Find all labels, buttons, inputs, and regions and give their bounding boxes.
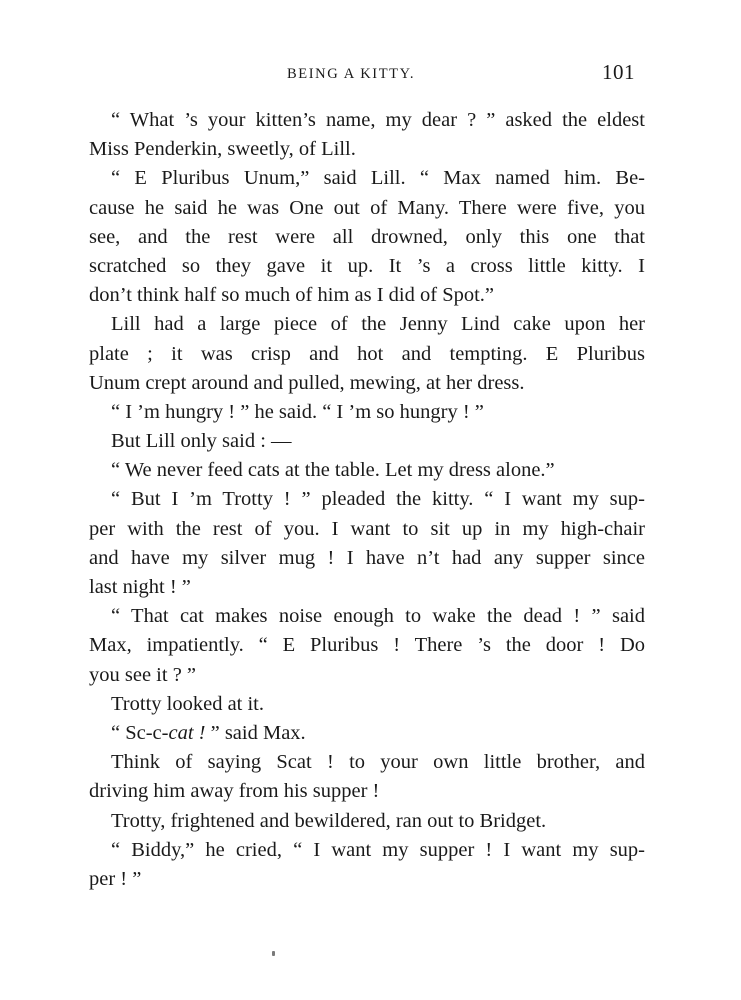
text-line: Miss Penderkin, sweetly, of Lill. [89,138,356,161]
text-line: per ! ” [89,867,142,890]
print-speck [272,951,275,956]
text-line: you see it ? ” [89,663,197,686]
text-line: Think of saying Scat ! to your own little brother, and [111,751,645,774]
running-head: BEING A KITTY. [287,66,416,82]
text-line: see, and the rest were all drowned, only this one that [89,225,645,248]
text-run: “ Sc-c- [111,721,169,744]
text-line: “ Biddy,” he cried, “ I want my supper ! I want my sup- [111,838,645,861]
text-line: Lill had a large piece of the Jenny Lind cake upon her [111,313,645,336]
text-line: and have my silver mug ! I have n’t had any supper since [89,546,645,569]
text-line: plate ; it was crisp and hot and tempting. E Pluribus [89,342,645,365]
text-line: “ I ’m hungry ! ” he said. “ I ’m so hungry ! ” [111,400,484,423]
text-line: Unum crept around and pulled, mewing, at her dress. [89,371,525,394]
text-line: per with the rest of you. I want to sit up in my high-chair [89,517,645,540]
text-line: last night ! ” [89,576,191,598]
text-line [89,719,645,748]
text-line: Trotty looked at it. [111,692,264,715]
text-line: don’t think half so much of him as I did of Spot.” [89,284,495,307]
text-line: “ We never feed cats at the table. Let my dress alone.” [111,459,555,482]
text-line: But Lill only said : — [111,430,292,453]
page-number: 101 [602,60,635,84]
text-line: Trotty, frightened and bewildered, ran out to Bridget. [111,809,547,832]
text-line: Max, impatiently. “ E Pluribus ! There ’s the door ! Do [89,634,645,657]
italic-run: cat ! [168,721,211,744]
text-line: “ What ’s your kitten’s name, my dear ? ” asked the eldest [111,109,645,131]
text-line: scratched so they gave it up. It ’s a cross little kitty. I [89,254,645,277]
text-line: “ E Pluribus Unum,” said Lill. “ Max named him. Be- [111,167,645,190]
text-line: driving him away from his supper ! [89,780,380,803]
text-line: “ But I ’m Trotty ! ” pleaded the kitty. “ I want my sup- [111,488,645,511]
body-text [89,106,645,894]
text-line: “ That cat makes noise enough to wake the dead ! ” said [111,605,645,628]
text-run: ” said Max. [210,721,306,744]
text-line: cause he said he was One out of Many. There were five, you [89,196,645,219]
